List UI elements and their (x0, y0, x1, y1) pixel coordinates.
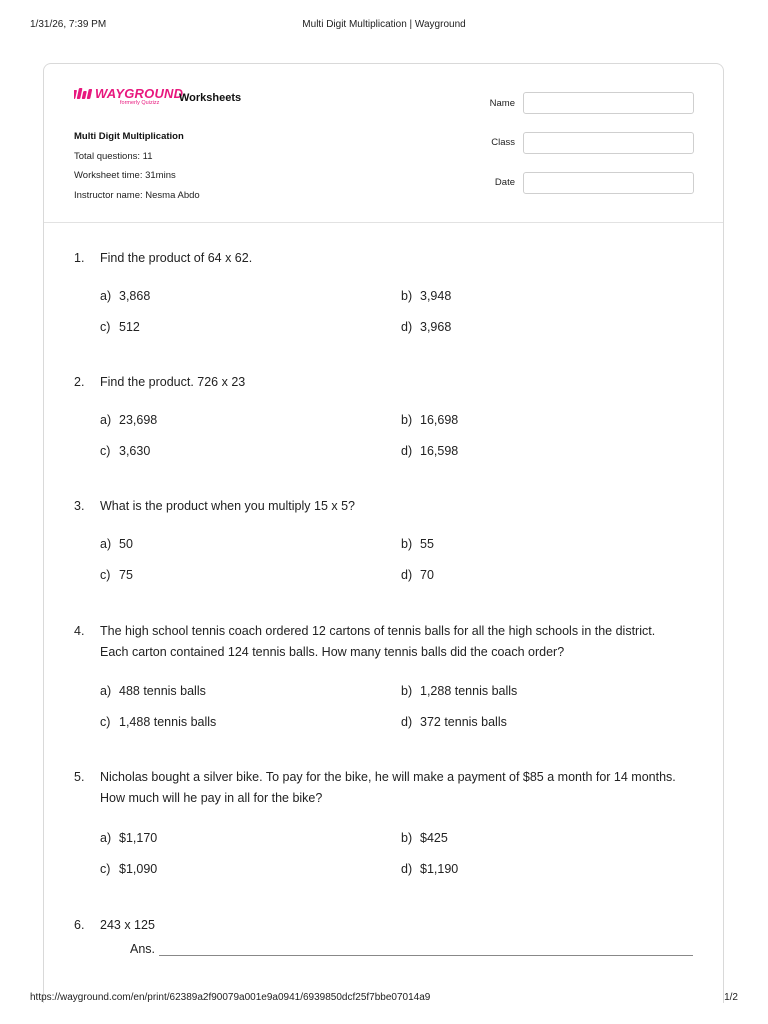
option-text: $1,190 (420, 862, 459, 876)
name-field[interactable] (523, 92, 694, 114)
option-text: $425 (420, 831, 448, 845)
option-d[interactable] (401, 861, 458, 877)
option-text: $1,090 (119, 862, 158, 876)
question-1 (74, 248, 693, 334)
option-text: 70 (420, 568, 434, 582)
option-b[interactable] (401, 288, 451, 304)
option-letter: d) (401, 320, 413, 334)
option-letter: a) (100, 831, 112, 845)
option-text: 488 tennis balls (119, 684, 206, 698)
option-text: 3,630 (119, 444, 151, 458)
answer-label: Ans. (130, 942, 156, 956)
wayground-logo (74, 86, 183, 101)
option-letter: c) (100, 715, 111, 729)
option-c[interactable] (100, 714, 216, 730)
option-b[interactable] (401, 683, 517, 699)
question-number: 6. (74, 918, 85, 932)
option-a[interactable] (100, 412, 157, 428)
instructor-name: Instructor name: Nesma Abdo (74, 189, 200, 201)
option-letter: a) (100, 289, 112, 303)
option-text: 16,598 (420, 444, 459, 458)
question-text: 243 x 125 (100, 918, 155, 932)
option-text: $1,170 (119, 831, 158, 845)
worksheet-info (74, 127, 200, 205)
question-3 (74, 496, 693, 582)
option-letter: d) (401, 862, 413, 876)
option-c[interactable] (100, 567, 133, 583)
option-text: 55 (420, 537, 434, 551)
option-text: 50 (119, 537, 133, 551)
option-text: 75 (119, 568, 133, 582)
option-letter: d) (401, 715, 413, 729)
product-name: Worksheets (179, 92, 242, 104)
option-letter: c) (100, 320, 111, 334)
worksheet-title: Multi Digit Multiplication (74, 131, 184, 142)
question-text-line: How much will he pay in all for the bike? (100, 791, 323, 805)
question-text-line: Nicholas bought a silver bike. To pay for the bike, he will make a payment of $85 a month for 14 months. (100, 770, 676, 784)
question-text (100, 767, 693, 809)
question-number: 4. (74, 624, 85, 638)
option-text: 16,698 (420, 413, 459, 427)
print-footer (0, 992, 768, 1006)
option-text: 512 (119, 320, 140, 334)
print-datetime: 1/31/26, 7:39 PM (30, 19, 107, 30)
option-letter: c) (100, 444, 111, 458)
question-text-line: Each carton contained 124 tennis balls. How many tennis balls did the coach order? (100, 645, 565, 659)
worksheet-header (44, 64, 723, 223)
option-text: 3,948 (420, 289, 452, 303)
question-6 (74, 915, 693, 956)
option-letter: b) (401, 831, 413, 845)
option-text: 3,968 (420, 320, 452, 334)
option-a[interactable] (100, 288, 150, 304)
option-letter: d) (401, 444, 413, 458)
question-text: Find the product of 64 x 62. (100, 251, 253, 265)
class-field[interactable] (523, 132, 694, 154)
option-d[interactable] (401, 714, 507, 730)
print-page-title: Multi Digit Multiplication | Wayground (302, 19, 466, 30)
option-b[interactable] (401, 412, 458, 428)
answer-line[interactable] (159, 941, 693, 956)
option-d[interactable] (401, 567, 434, 583)
print-url: https://wayground.com/en/print/62389a2f90079a001e9a0941/6939850dcf25f7bbe07014a9 (30, 992, 431, 1003)
option-text: 1,488 tennis balls (119, 715, 217, 729)
option-letter: b) (401, 413, 413, 427)
total-questions: Total questions: 11 (74, 150, 153, 162)
option-d[interactable] (401, 319, 451, 335)
option-a[interactable] (100, 536, 133, 552)
option-text: 3,868 (119, 289, 151, 303)
question-2 (74, 372, 693, 458)
question-text: Find the product. 726 x 23 (100, 375, 246, 389)
question-text: What is the product when you multiply 15 x 5? (100, 499, 355, 513)
worksheet-page (43, 63, 724, 1003)
option-d[interactable] (401, 443, 458, 459)
question-text-line: The high school tennis coach ordered 12 cartons of tennis balls for all the high schools in the district. (100, 624, 656, 638)
option-letter: c) (100, 862, 111, 876)
option-letter: d) (401, 568, 413, 582)
question-text (100, 621, 693, 663)
brand-subtitle: formerly Quizizz (120, 100, 160, 106)
option-letter: a) (100, 537, 112, 551)
option-c[interactable] (100, 319, 140, 335)
option-text: 372 tennis balls (420, 715, 507, 729)
print-header (0, 19, 768, 33)
option-letter: a) (100, 413, 112, 427)
brand (74, 86, 242, 106)
question-4 (74, 621, 693, 729)
option-letter: b) (401, 289, 413, 303)
option-c[interactable] (100, 861, 157, 877)
question-number: 1. (74, 251, 85, 265)
class-label: Class (491, 137, 515, 148)
option-a[interactable] (100, 683, 206, 699)
option-letter: b) (401, 537, 413, 551)
option-c[interactable] (100, 443, 150, 459)
date-label: Date (494, 177, 515, 188)
option-b[interactable] (401, 536, 434, 552)
option-letter: b) (401, 684, 413, 698)
option-text: 23,698 (119, 413, 158, 427)
question-number: 5. (74, 770, 85, 784)
print-page-number: 1/2 (724, 992, 738, 1003)
option-text: 1,288 tennis balls (420, 684, 518, 698)
question-5 (74, 767, 693, 876)
option-letter: c) (100, 568, 111, 582)
question-number: 3. (74, 499, 85, 513)
date-field[interactable] (523, 172, 694, 194)
wayground-logo-icon (74, 88, 94, 100)
worksheet-time: Worksheet time: 31mins (74, 170, 176, 181)
option-letter: a) (100, 684, 112, 698)
question-number: 2. (74, 375, 85, 389)
brand-name: WAYGROUND (95, 86, 184, 101)
option-b[interactable] (401, 830, 448, 846)
answer-row (130, 941, 693, 956)
option-a[interactable] (100, 830, 157, 846)
name-label: Name (489, 98, 515, 109)
